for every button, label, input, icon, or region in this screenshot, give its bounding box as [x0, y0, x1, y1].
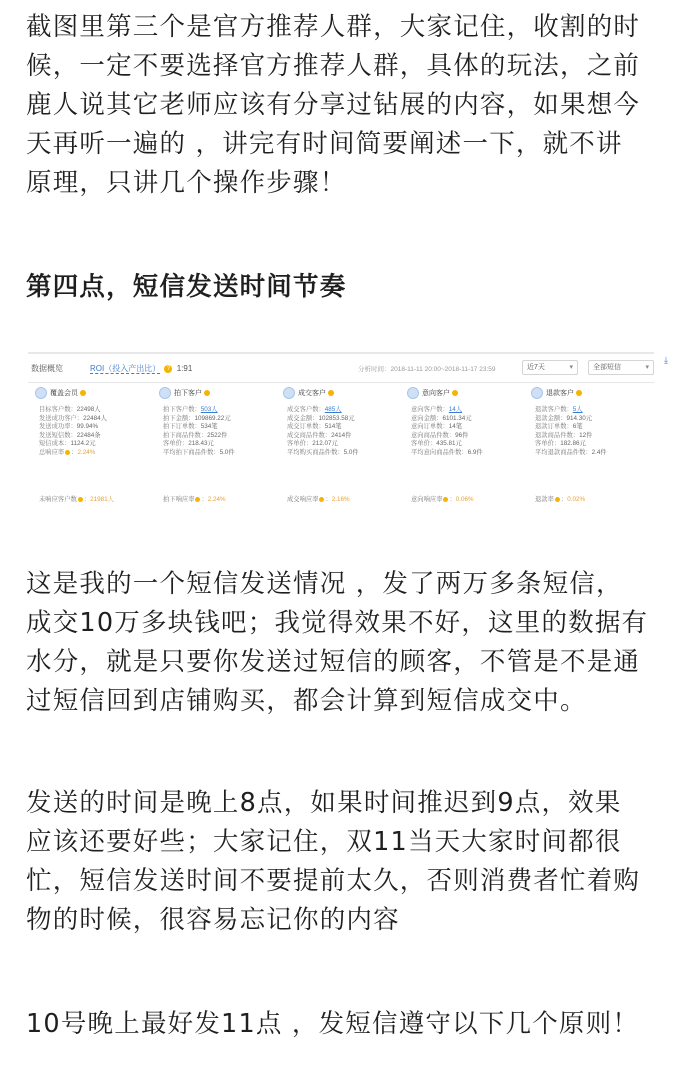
metric-value: 6.9件: [467, 448, 483, 456]
footer-value: 21981人: [90, 496, 114, 503]
column-title: [280, 386, 402, 400]
metric-row: [411, 423, 525, 432]
metric-label: 退款客户数：: [535, 406, 573, 413]
metric-label: 总响应率: [39, 448, 65, 456]
metric-label: 意向客户数：: [411, 406, 449, 413]
metric-label: 发送成功客户：: [39, 414, 84, 422]
metric-label: 拍下订单数：: [163, 423, 201, 431]
question-icon[interactable]: [78, 497, 83, 502]
sms-type-select[interactable]: [588, 360, 654, 375]
metric-value: 218.43元: [188, 440, 214, 448]
metric-list: [287, 406, 401, 458]
metric-row: [535, 449, 649, 458]
metric-row: [411, 449, 525, 458]
column-title-text: 覆盖会员: [50, 390, 78, 397]
metric-column: [404, 386, 526, 504]
metric-label: 退款订单数：: [535, 423, 573, 431]
metric-value: 2.4件: [591, 448, 607, 456]
question-icon[interactable]: [195, 497, 200, 502]
metric-row: [39, 440, 153, 449]
question-icon[interactable]: [555, 497, 560, 502]
metric-value[interactable]: 485人: [324, 406, 342, 413]
metric-value[interactable]: 503人: [200, 406, 218, 413]
sms-stats-screenshot: [28, 352, 668, 504]
metric-value: 435.81元: [436, 440, 462, 448]
column-title-text: 意向客户: [422, 390, 450, 397]
metric-row: [163, 449, 277, 458]
metric-row: [287, 440, 401, 449]
metric-label: 退款商品件数：: [535, 431, 580, 439]
metric-value: 109869.22元: [194, 414, 231, 422]
metric-label: 客单价：: [411, 440, 437, 448]
metric-label: 意向订单数：: [411, 423, 449, 431]
metric-value: 99.94%: [76, 423, 99, 431]
metric-label: 发送短信数：: [39, 431, 77, 439]
question-icon[interactable]: [576, 390, 582, 396]
metric-value: 534笔: [200, 423, 218, 431]
metric-value: 14笔: [448, 423, 463, 431]
roi-indicator: [90, 363, 192, 374]
footer-value: 2.24%: [207, 496, 226, 503]
metric-list: [39, 406, 153, 458]
metric-value: 914.30元: [566, 414, 593, 422]
metric-label: 平均退款商品件数：: [535, 448, 592, 456]
metric-value: 5.0件: [219, 448, 235, 456]
metric-label: 客单价：: [287, 440, 313, 448]
column-title-text: 退款客户: [546, 390, 574, 397]
metric-label: 退款金额：: [535, 414, 567, 422]
user-avatar-icon: [407, 387, 419, 399]
metric-value: 6101.34元: [442, 414, 472, 422]
section-heading: 第四点，短信发送时间节奏: [26, 272, 347, 302]
paragraph-sms-result: 这是我的一个短信发送情况 ，发了两万多条短信， 成交10万多块钱吧；我觉得效果不好，这里的数据有 水分，就是只要你发送过短信的顾客，不管是不是通 过短信回到店铺购买，都会计算到短信成交中。: [26, 569, 649, 716]
metric-column: [32, 386, 154, 504]
metric-value: 102853.58元: [318, 414, 355, 422]
column-footer: 成交响应率 ：2.16%: [287, 496, 350, 503]
metric-value: 2414件: [331, 431, 352, 439]
user-avatar-icon: [531, 387, 543, 399]
sms-type-select-value: 全部短信: [593, 364, 621, 371]
metric-value: 6笔: [572, 423, 583, 431]
metric-label: 成交客户数：: [287, 406, 325, 413]
metric-value[interactable]: 14人: [448, 406, 463, 413]
metric-label: 拍下商品件数：: [163, 431, 208, 439]
metric-label: 拍下客户数：: [163, 406, 201, 413]
chevron-down-icon: ▾: [569, 364, 573, 371]
user-avatar-icon: [159, 387, 171, 399]
metric-row: [535, 440, 649, 449]
column-footer: 拍下响应率 ：2.24%: [163, 496, 226, 503]
column-title: [156, 386, 278, 400]
metric-value: 1124.2元: [70, 440, 96, 448]
metric-label: 平均拍下商品件数：: [163, 448, 220, 456]
column-title: [528, 386, 650, 400]
metric-label: 客单价：: [535, 440, 561, 448]
footer-label: 意向响应率: [411, 496, 443, 503]
metric-row: 总响应率 ：2.24%: [39, 448, 96, 456]
metric-row: [535, 423, 649, 432]
footer-label: 未响应客户数: [39, 496, 77, 503]
metric-row: [411, 406, 525, 415]
metric-list: [163, 406, 277, 458]
metric-column: [280, 386, 402, 504]
metric-row: [535, 406, 649, 415]
paragraph-intro: 截图里第三个是官方推荐人群，大家记住，收割的时 候，一定不要选择官方推荐人群，具体的玩法，之前 鹿人说其它老师应该有分享过钻展的内容，如果想今 天再听一遍的 ，讲完有时间简要阐述一下，就不讲 原理，只讲几个操作步骤！: [26, 12, 641, 198]
footer-value: 2.16%: [331, 496, 350, 503]
column-title: [32, 386, 154, 400]
metric-label: 拍下金额：: [163, 414, 195, 422]
metric-row: [287, 449, 401, 458]
metric-label: 成交商品件数：: [287, 431, 332, 439]
metric-row: [411, 415, 525, 424]
question-icon[interactable]: [328, 390, 334, 396]
metric-row: [39, 406, 153, 415]
metric-list: [535, 406, 649, 458]
question-icon[interactable]: [65, 450, 70, 455]
metric-label: 意向金额：: [411, 414, 443, 422]
question-icon[interactable]: [452, 390, 458, 396]
column-title-text: 成交客户: [298, 390, 326, 397]
metric-row: [163, 406, 277, 415]
footer-value: 0.02%: [567, 496, 586, 503]
metric-row: [287, 415, 401, 424]
metric-row: [39, 415, 153, 424]
metric-value: 182.86元: [560, 440, 586, 448]
metric-value: 22484人: [83, 414, 107, 422]
metric-row: [163, 440, 277, 449]
metric-label: 发送成功率：: [39, 423, 77, 431]
metric-value: 22484条: [76, 431, 101, 439]
metric-label: 成交金额：: [287, 414, 319, 422]
roi-label: ROI（投入产出比）: [90, 364, 161, 373]
metric-list: [411, 406, 525, 458]
period-select-value: 近7天: [527, 364, 545, 371]
footer-label: 拍下响应率: [163, 496, 195, 503]
question-icon[interactable]: [319, 497, 324, 502]
question-icon[interactable]: [80, 390, 86, 396]
column-footer: 退款率 ：0.02%: [535, 496, 586, 503]
metric-label: 客单价：: [163, 440, 189, 448]
download-icon[interactable]: ⤓: [664, 355, 668, 365]
column-footer: 意向响应率 ：0.06%: [411, 496, 474, 503]
metric-column: [156, 386, 278, 504]
footer-label: 成交响应率: [287, 496, 319, 503]
metric-label: 目标客户数：: [39, 406, 77, 413]
question-icon[interactable]: ?: [164, 365, 172, 373]
analysis-time: 分析时间：2018-11-11 20:00~2018-11-17 23:59: [358, 366, 496, 373]
paragraph-send-time: 发送的时间是晚上8点，如果时间推迟到9点，效果 应该还要好些；大家记住，双11当天大家时间都很 忙，短信发送时间不要提前太久，否则消费者忙着购 物的时候，很容易忘记你的内容: [26, 788, 641, 935]
metric-label: 成交订单数：: [287, 423, 325, 431]
metric-value[interactable]: 5人: [572, 406, 583, 413]
metric-row: [287, 406, 401, 415]
metric-row: [163, 415, 277, 424]
metric-label: 意向商品件数：: [411, 431, 456, 439]
metric-row: [535, 415, 649, 424]
question-icon[interactable]: [443, 497, 448, 502]
question-icon[interactable]: [204, 390, 210, 396]
metric-columns: [28, 386, 654, 504]
metric-value: 12件: [579, 431, 593, 439]
column-title-text: 拍下客户: [174, 390, 202, 397]
user-avatar-icon: [283, 387, 295, 399]
user-avatar-icon: [35, 387, 47, 399]
metric-value: 212.07元: [312, 440, 338, 448]
chevron-down-icon: ▾: [645, 364, 649, 371]
tab-overview[interactable]: 数据概览: [31, 364, 63, 373]
metric-value: 96件: [455, 431, 469, 439]
metric-row: [411, 440, 525, 449]
footer-label: 退款率: [535, 496, 554, 503]
metric-row: [163, 423, 277, 432]
metric-row: [287, 423, 401, 432]
metric-label: 平均意向商品件数：: [411, 448, 468, 456]
roi-value: 1:91: [176, 364, 193, 373]
metric-value: 5.0件: [343, 448, 359, 456]
stats-header: [28, 354, 654, 383]
metric-value: 514笔: [324, 423, 342, 431]
metric-label: 平均购买商品件数：: [287, 448, 344, 456]
metric-column: [528, 386, 650, 504]
metric-value: 2522件: [207, 431, 228, 439]
column-title: [404, 386, 526, 400]
metric-label: 短信成本：: [39, 440, 71, 448]
metric-row: [39, 423, 153, 432]
footer-value: 0.06%: [455, 496, 474, 503]
paragraph-principles: 10号晚上最好发11点 ，发短信遵守以下几个原则！: [26, 1009, 640, 1039]
period-select[interactable]: [522, 360, 578, 375]
column-footer: 未响应客户数 ：21981人: [39, 496, 114, 503]
metric-value: 2.24%: [77, 448, 96, 456]
metric-value: 22498人: [76, 406, 101, 413]
